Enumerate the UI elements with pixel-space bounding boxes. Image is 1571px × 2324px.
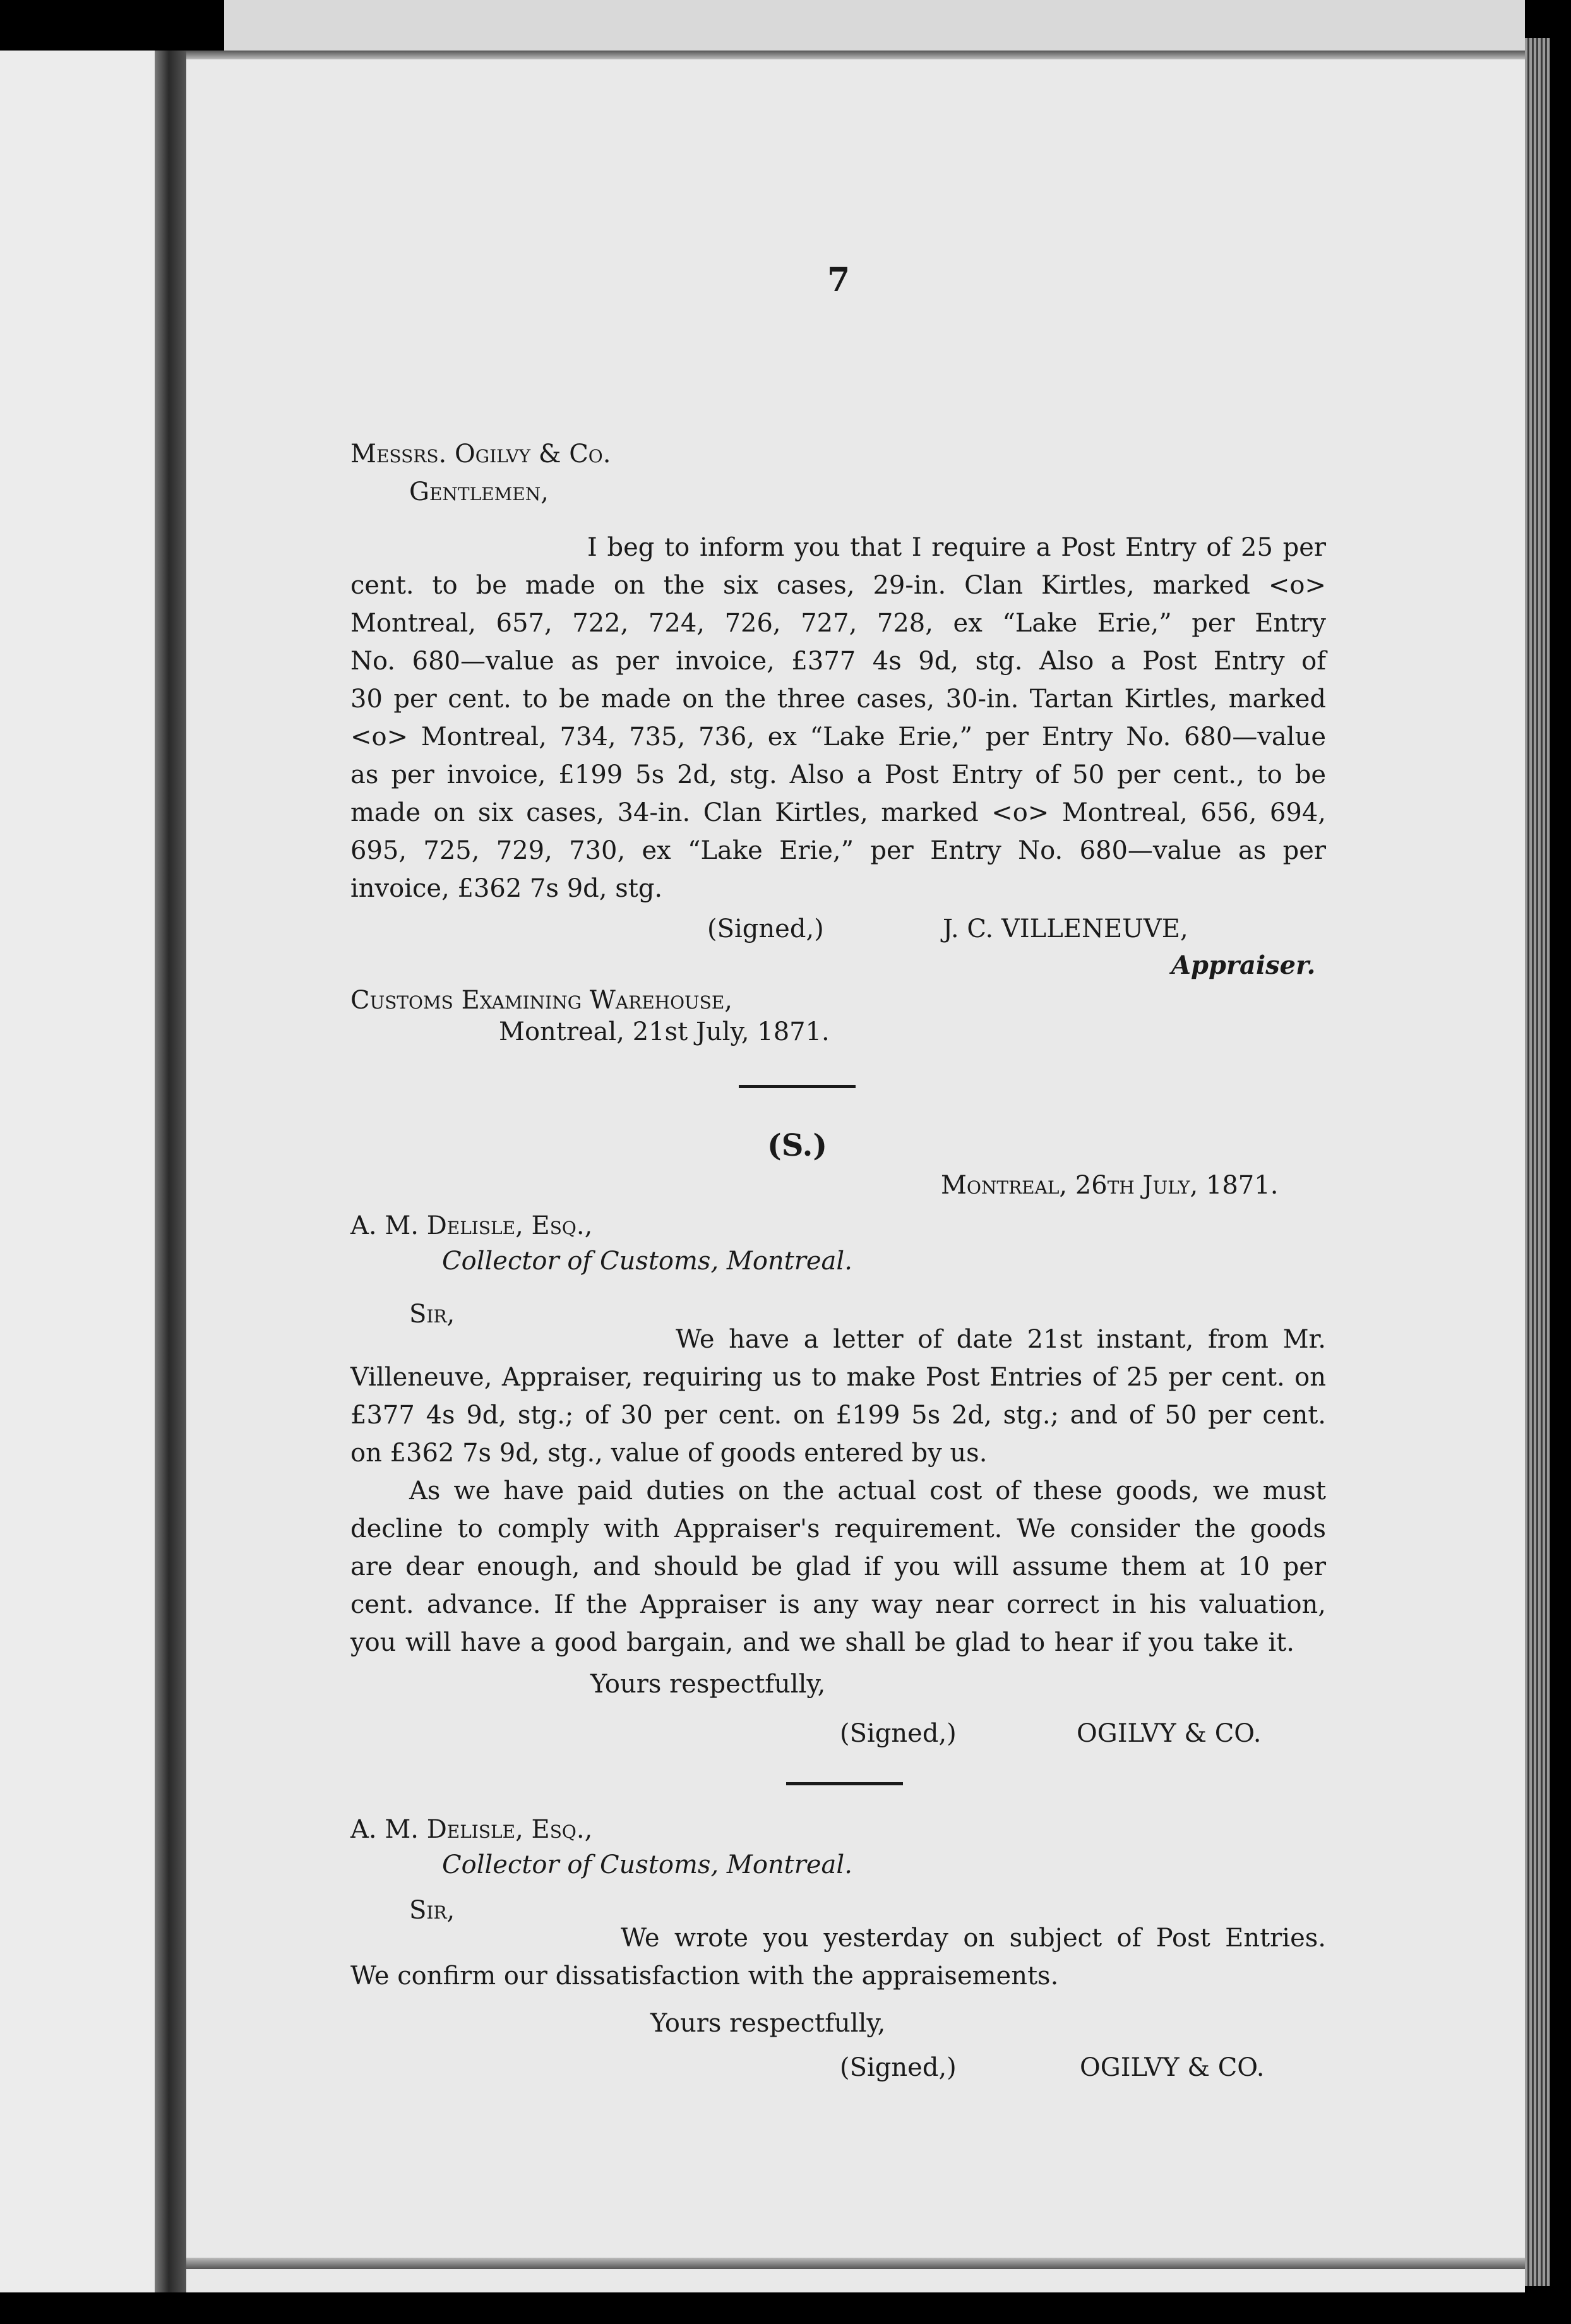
page-stack-edge xyxy=(1525,38,1550,2286)
letter1-addressee: Messrs. Ogilvy & Co. xyxy=(350,440,611,469)
letter1-body-line: I beg to inform you that I require a Post Entry of 25 per xyxy=(587,533,1326,562)
letter1-body-line: Montreal, 657, 722, 724, 726, 727, 728, ex “Lake Erie,” per Entry xyxy=(350,609,1326,638)
letter2-body-line: We have a letter of date 21st instant, from Mr. xyxy=(676,1325,1326,1354)
letter1-signed-label: (Signed,) xyxy=(707,914,824,943)
letter2-closing: Yours respectfully, xyxy=(590,1670,826,1699)
letter2-addressee-title: Collector of Customs, Montreal. xyxy=(442,1247,852,1276)
letter2-body-line: £377 4s 9d, stg.; of 30 per cent. on £199 5s 2d, stg.; and of 50 per cent. xyxy=(350,1401,1326,1430)
letter2-salutation: Sir, xyxy=(409,1300,455,1329)
letter3-signer: OGILVY & CO. xyxy=(1080,2053,1265,2082)
section-label: (S.) xyxy=(767,1128,828,1163)
letter1-body-line: 695, 725, 729, 730, ex “Lake Erie,” per Entry No. 680—value as per xyxy=(350,836,1326,865)
top-page-edge xyxy=(224,0,1525,51)
letter2-signer: OGILVY & CO. xyxy=(1077,1719,1262,1748)
letter2-body-line: on £362 7s 9d, stg., value of goods entered by us. xyxy=(350,1439,988,1468)
separator-rule xyxy=(739,1085,856,1088)
letter1-body-line: made on six cases, 34-in. Clan Kirtles, marked <o> Montreal, 656, 694, xyxy=(350,798,1326,827)
letter2-signed-label: (Signed,) xyxy=(840,1719,957,1748)
letter3-signed-label: (Signed,) xyxy=(840,2053,957,2082)
letter3-closing: Yours respectfully, xyxy=(650,2009,886,2038)
letter2-body-line: cent. advance. If the Appraiser is any way near correct in his valuation, xyxy=(350,1590,1326,1619)
letter1-place: Customs Examining Warehouse, xyxy=(350,986,732,1015)
letter1-body-line: 30 per cent. to be made on the three cases, 30-in. Tartan Kirtles, marked xyxy=(350,685,1326,714)
letter2-addressee: A. M. Delisle, Esq., xyxy=(350,1211,593,1240)
letter3-salutation: Sir, xyxy=(409,1896,455,1925)
binding-gutter xyxy=(155,51,186,2292)
letter1-body-line: cent. to be made on the six cases, 29-in. Clan Kirtles, marked <o> xyxy=(350,571,1326,600)
letter2-body-line: As we have paid duties on the actual cost of these goods, we must xyxy=(409,1476,1326,1506)
letter1-signer-title: Appraiser. xyxy=(1171,950,1316,980)
letter1-salutation: Gentlemen, xyxy=(409,477,549,506)
separator-rule xyxy=(786,1782,903,1785)
page-top-shadow xyxy=(186,51,1525,59)
letter3-addressee: A. M. Delisle, Esq., xyxy=(350,1815,593,1844)
letter2-body-line: Villeneuve, Appraiser, requiring us to make Post Entries of 25 per cent. on xyxy=(350,1363,1326,1392)
letter3-addressee-title: Collector of Customs, Montreal. xyxy=(442,1850,852,1879)
letter3-body-line: We wrote you yesterday on subject of Post Entries. xyxy=(621,1924,1326,1953)
letter1-date: Montreal, 21st July, 1871. xyxy=(499,1017,830,1046)
letter1-body-line: invoice, £362 7s 9d, stg. xyxy=(350,874,663,903)
letter1-signer: J. C. VILLENEUVE, xyxy=(943,914,1188,943)
facing-page xyxy=(0,51,155,2292)
letter2-body-line: decline to comply with Appraiser's requirement. We consider the goods xyxy=(350,1514,1326,1543)
page-number: 7 xyxy=(827,261,851,299)
page-bottom-shadow xyxy=(186,2258,1525,2269)
letter1-body-line: as per invoice, £199 5s 2d, stg. Also a Post Entry of 50 per cent., to be xyxy=(350,760,1326,789)
letter1-body-line: <o> Montreal, 734, 735, 736, ex “Lake Erie,” per Entry No. 680—value xyxy=(350,722,1326,752)
letter1-body-line: No. 680—value as per invoice, £377 4s 9d, stg. Also a Post Entry of xyxy=(350,647,1326,676)
letter3-body-line: We confirm our dissatisfaction with the appraisements. xyxy=(350,1962,1059,1991)
letter2-body-line: are dear enough, and should be glad if you will assume them at 10 per xyxy=(350,1552,1326,1581)
letter2-dateline: Montreal, 26th July, 1871. xyxy=(941,1171,1279,1200)
letter2-body-line: you will have a good bargain, and we shall be glad to hear if you take it. xyxy=(350,1628,1294,1657)
